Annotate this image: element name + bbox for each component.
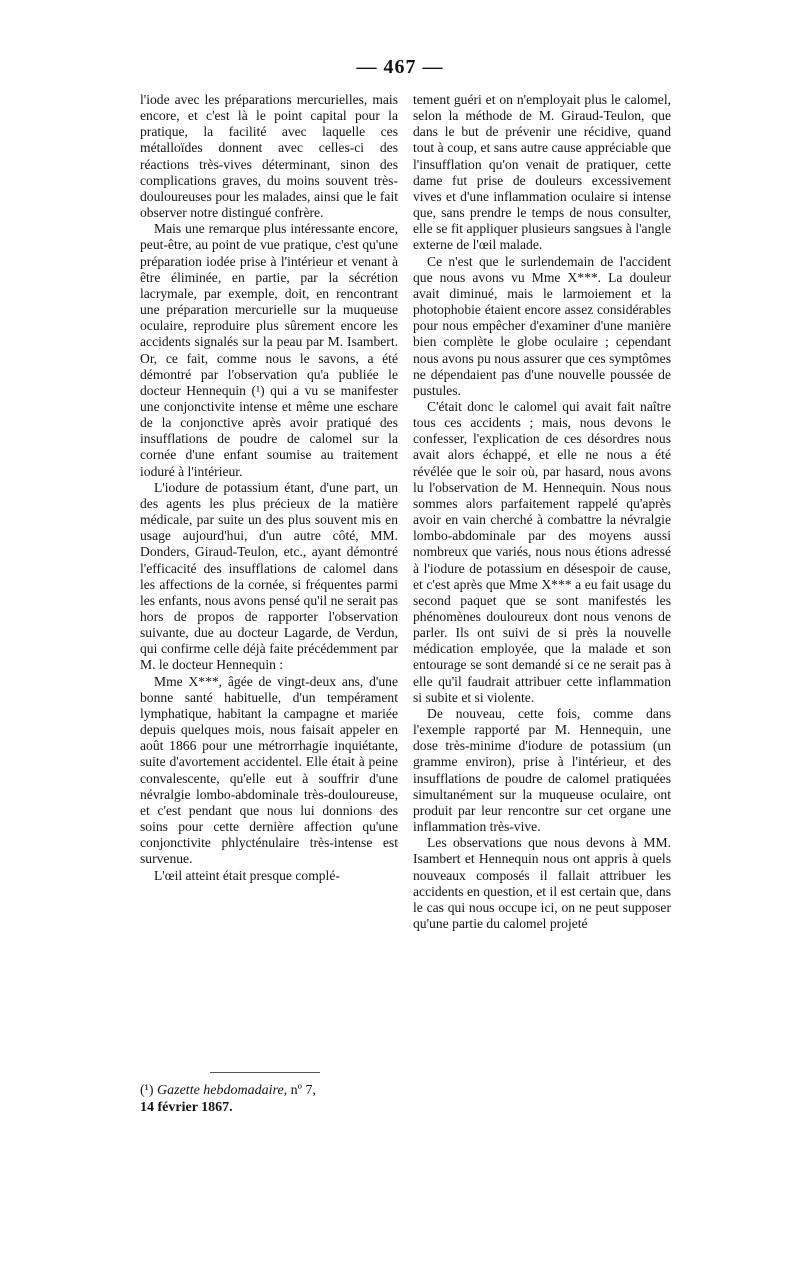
footnote-number: nº 7, bbox=[290, 1083, 316, 1098]
footnote bbox=[140, 1082, 398, 1116]
right-paragraph-3: C'était donc le calomel qui avait fait naître tous ces accidents ; mais, nous devons le confesser, l'explication de ces désordres nous avait alors échappé, et elle ne nous a été révélée que le soir où, par hasard, nous avons lu l'observation de M. Hennequin. Nous nous sommes alors parfaitement rappelé qu'après avoir en vain cherché à combattre la névralgie lombo-abdominale par des moyens aussi nombreux que variés, nous nous étions adressé à l'iodure de potassium en désespoir de cause, et c'est après que Mme X*** a eu fait usage du second paquet que se sont manifestés les phénomènes douloureux dont nous venons de parler. Ils ont suivi de si près la nouvelle médication employée, que la malade et son entourage se sont demandé si ce ne serait pas à elle qu'il faudrait attribuer cette inflammation si subite et si violente. bbox=[413, 398, 671, 705]
footnote-journal: Gazette hebdomadaire, bbox=[157, 1083, 288, 1098]
page-number: — 467 — bbox=[356, 56, 444, 78]
left-paragraph-5: L'œil atteint était presque complé- bbox=[154, 867, 340, 883]
left-paragraph-1: l'iode avec les préparations mercurielles, mais encore, et c'est là le point capital pour la pratique, la facilité avec laquelle ces métalloïdes donnent avec celles-ci des réactions très-vives déterminant, sinon des complications graves, du moins souvent très-douloureuses pour les malades, ainsi que le fait observer notre distingué confrère. bbox=[140, 92, 398, 221]
right-column bbox=[413, 92, 671, 932]
left-paragraph-2: Mais une remarque plus intéressante encore, peut-être, au point de vue pratique, c'est qu'une préparation iodée prise à l'intérieur et venant à être éliminée, en partie, par la sécrétion lacrymale, par exemple, doit, en rencontrant une préparation mercurielle sur la muqueuse oculaire, reproduire plus sûrement encore les accidents signalés sur la peau par M. Isambert. Or, ce fait, comme nous le savons, a été démontré par l'observation qu'a publiée le docteur Hennequin (¹) qui a vu se manifester une conjonctivite intense et même une eschare de la conjonctive après avoir pratiqué des insufflations de poudre de calomel sur la cornée d'une enfant soumise au traitement ioduré à l'intérieur. bbox=[140, 221, 398, 479]
left-column bbox=[140, 92, 398, 884]
left-paragraph-4: Mme X***, âgée de vingt-deux ans, d'une bonne santé habituelle, d'un tempérament lymphatique, habitant la campagne et mariée depuis quelques mois, nous faisait appeler en août 1866 pour une métrorrhagie inquiétante, suite d'avortement accidentel. Elle était à peine convalescente, qu'elle eut à souffrir d'une névralgie lombo-abdominale très-douloureuse, et c'est pendant que nous lui donnions des soins pour cette dernière affection qu'une conjonctivite phlycténulaire très-intense est survenue. bbox=[140, 673, 398, 867]
footnote-marker: (¹) bbox=[140, 1083, 154, 1098]
right-paragraph-5: Les observations que nous devons à MM. Isambert et Hennequin nous ont appris à quels nouveaux composés il fallait attribuer les accidents en question, et il est certain que, dans le cas qui nous occupe ici, on ne peut supposer qu'une partie du calomel projeté bbox=[413, 835, 671, 931]
right-paragraph-2: Ce n'est que le surlendemain de l'accident que nous avons vu Mme X***. La douleur avait diminué, mais le larmoiement et la photophobie étaient encore assez considérables pour nous empêcher d'examiner d'une manière bien complète le globe oculaire ; cependant nous avons pu nous assurer que ces symptômes ne dépendaient pas d'une nouvelle poussée de pustules. bbox=[413, 253, 671, 398]
left-paragraph-3: L'iodure de potassium étant, d'une part, un des agents les plus précieux de la matière médicale, par suite un des plus souvent mis en usage aujourd'hui, d'un autre côté, MM. Donders, Giraud-Teulon, etc., ayant démontré l'efficacité des insufflations de calomel dans les affections de la cornée, si fréquentes parmi les enfants, nous avons pensé qu'il ne serait pas hors de propos de rapporter l'observation suivante, due au docteur Lagarde, de Verdun, qui confirme celle déjà faite précédemment par M. le docteur Hennequin : bbox=[140, 479, 398, 673]
footnote-date: 14 février 1867. bbox=[140, 1100, 233, 1115]
footnote-divider bbox=[210, 1072, 320, 1073]
right-paragraph-1: tement guéri et on n'employait plus le calomel, selon la méthode de M. Giraud-Teulon, que dans le but de prévenir une récidive, quand tout à coup, et sans autre cause appréciable que l'insufflation qu'on venait de pratiquer, cette dame fut prise de douleurs excessivement vives et d'une inflammation oculaire si intense que, sans prendre le temps de nous consulter, elle se fit appliquer plusieurs sangsues à l'angle externe de l'œil malade. bbox=[413, 92, 671, 253]
right-paragraph-4: De nouveau, cette fois, comme dans l'exemple rapporté par M. Hennequin, une dose très-minime d'iodure de potassium (un gramme environ), prise à l'intérieur, et des insufflations de poudre de calomel pratiquées simultanément sur la muqueuse oculaire, ont produit par leur rencontre sur cet organe une inflammation très-vive. bbox=[413, 705, 671, 835]
